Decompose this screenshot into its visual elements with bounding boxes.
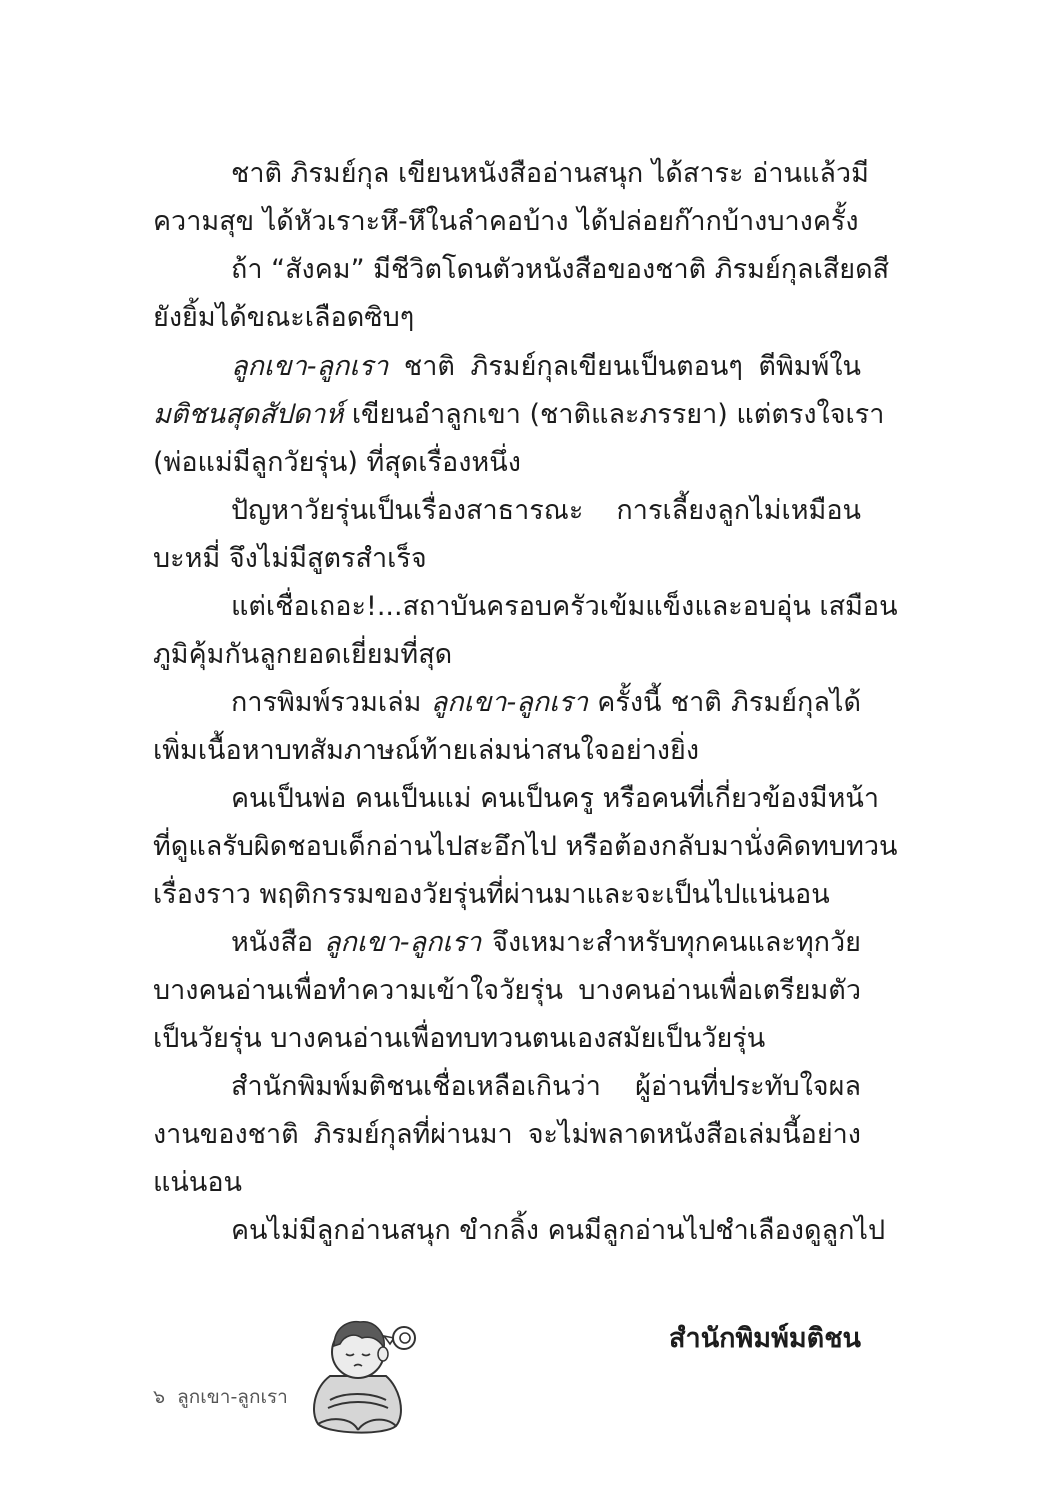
text-line [153, 731, 861, 771]
text-line [231, 683, 861, 723]
text-segment: ปัญหาวัยรุ่นเป็นเรื่องสาธารณะ การเลี้ยงลูกไม่เหมือน [231, 495, 861, 526]
text-line [153, 1115, 861, 1155]
text-line [231, 491, 861, 531]
book-title-italic: ลูกเขา-ลูกเรา [324, 927, 482, 958]
text-segment: แน่นอน [153, 1167, 242, 1198]
text-segment: การพิมพ์รวมเล่ม [231, 687, 431, 718]
text-segment: งานของชาติ ภิรมย์กุลที่ผ่านมา จะไม่พลาดหนังสือเล่มนี้อย่าง [153, 1119, 861, 1150]
text-segment: บะหมี่ จึงไม่มีสูตรสำเร็จ [153, 543, 427, 574]
text-line [231, 923, 861, 963]
text-segment: เรื่องราว พฤติกรรมของวัยรุ่นที่ผ่านมาและจะเป็นไปแน่นอน [153, 879, 830, 910]
publisher-signature: สำนักพิมพ์มติชน [669, 1323, 861, 1354]
text-segment: หนังสือ [231, 927, 325, 958]
book-title-italic: ลูกเขา-ลูกเรา [430, 687, 588, 718]
text-line [153, 298, 861, 338]
text-segment: ถ้า “สังคม” มีชีวิตโดนตัวหนังสือของชาติ ภิรมย์กุลเสียดสี [231, 254, 890, 285]
page-footer [153, 1382, 288, 1412]
text-segment: ชาติ ภิรมย์กุลเขียนเป็นตอนๆ ตีพิมพ์ใน [388, 351, 861, 382]
text-segment: เป็นวัยรุ่น บางคนอ่านเพื่อทบทวนตนเองสมัยเป็นวัยรุ่น [153, 1023, 766, 1054]
text-segment: ยังยิ้มได้ขณะเลือดซิบๆ [153, 302, 415, 333]
text-line [231, 1211, 886, 1251]
text-segment: ภูมิคุ้มกันลูกยอดเยี่ยมที่สุด [153, 639, 453, 670]
text-segment: แต่เชื่อเถอะ!...สถาบันครอบครัวเข้มแข็งและอบอุ่น เสมือน [231, 591, 898, 622]
text-line [153, 1163, 861, 1203]
text-line [153, 539, 861, 579]
text-segment: ครั้งนี้ ชาติ ภิรมย์กุลได้ [588, 687, 861, 718]
text-line [153, 202, 861, 242]
text-line [231, 779, 880, 819]
thinking-child-icon [300, 1308, 422, 1438]
text-segment: เพิ่มเนื้อหาบทสัมภาษณ์ท้ายเล่มน่าสนใจอย่างยิ่ง [153, 735, 699, 766]
text-line [153, 827, 898, 867]
text-segment: จึงเหมาะสำหรับทุกคนและทุกวัย [481, 927, 861, 958]
text-line [231, 250, 890, 290]
text-segment: เขียนอำลูกเขา (ชาติและภรรยา) แต่ตรงใจเรา [343, 399, 885, 430]
text-line [153, 443, 861, 483]
text-line [231, 154, 869, 194]
text-line [153, 1019, 861, 1059]
text-line [153, 875, 861, 915]
text-segment: คนเป็นพ่อ คนเป็นแม่ คนเป็นครู หรือคนที่เกี่ยวข้องมีหน้า [231, 783, 880, 814]
book-title-italic: ลูกเขา-ลูกเรา [231, 351, 389, 382]
text-segment: คนไม่มีลูกอ่านสนุก ขำกลิ้ง คนมีลูกอ่านไปชำเลืองดูลูกไป [231, 1215, 886, 1246]
text-line [153, 635, 861, 675]
text-segment: บางคนอ่านเพื่อทำความเข้าใจวัยรุ่น บางคนอ่านเพื่อเตรียมตัว [153, 975, 861, 1006]
running-title: ลูกเขา-ลูกเรา [177, 1386, 288, 1408]
text-segment: ชาติ ภิรมย์กุล เขียนหนังสืออ่านสนุก ได้สาระ อ่านแล้วมี [231, 158, 869, 189]
text-line [231, 347, 861, 387]
text-line [231, 587, 898, 627]
page-number: ๖ [153, 1386, 166, 1408]
text-segment: ความสุข ได้หัวเราะหึ-หึในลำคอบ้าง ได้ปล่อยก๊ากบ้างบางครั้ง [153, 206, 859, 237]
text-line [153, 395, 885, 435]
text-line [231, 1067, 861, 1107]
text-segment: ที่ดูแลรับผิดชอบเด็กอ่านไปสะอึกไป หรือต้องกลับมานั่งคิดทบทวน [153, 831, 898, 862]
magazine-title-italic: มติชนสุดสัปดาห์ [153, 399, 344, 430]
text-segment: สำนักพิมพ์มติชนเชื่อเหลือเกินว่า ผู้อ่านที่ประทับใจผล [231, 1071, 861, 1102]
text-segment: (พ่อแม่มีลูกวัยรุ่น) ที่สุดเรื่องหนึ่ง [153, 447, 521, 478]
text-line [153, 971, 861, 1011]
